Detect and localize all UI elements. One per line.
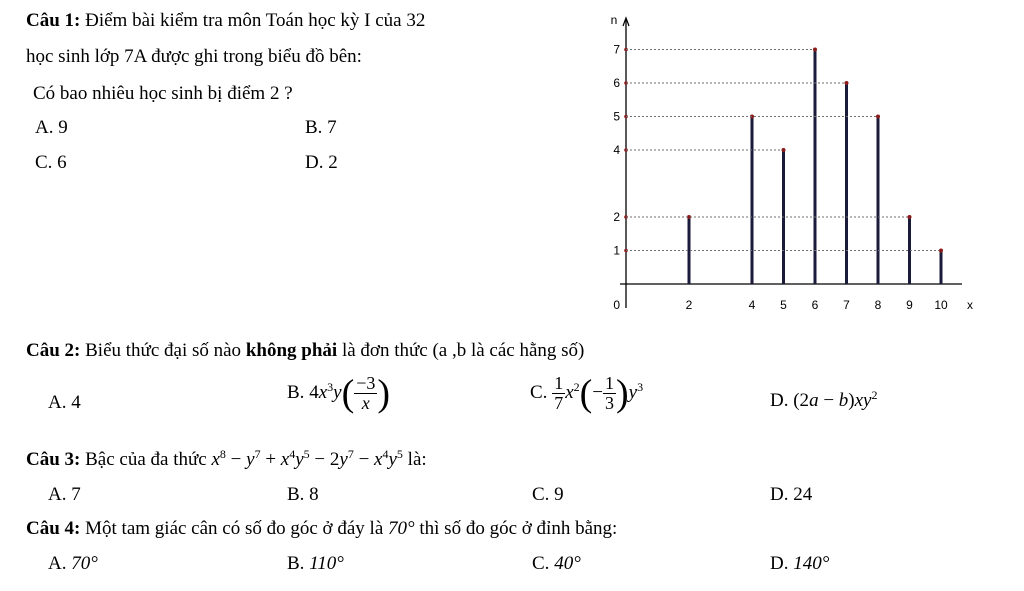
q4-option-b-value: 110° (309, 553, 344, 574)
q2-option-c (530, 374, 643, 413)
q2-text1: Biểu thức đại số nào (80, 340, 246, 361)
q3-option-a: A. 7 (48, 484, 81, 505)
bar-top-dot (908, 215, 912, 219)
x-tick-label: 4 (748, 298, 756, 312)
x-axis-label: x (967, 298, 973, 312)
q3-option-c: C. 9 (532, 484, 564, 505)
y-tick-label: 5 (613, 109, 620, 124)
frequency-chart (590, 8, 1010, 328)
x-tick-label: 6 (811, 298, 819, 312)
q2-option-d-expr: $(2a - b)xy^2$ (793, 388, 878, 411)
y-axis-label: n (610, 13, 618, 27)
q1-option-b: B. 7 (305, 117, 337, 138)
q1-question: Có bao nhiêu học sinh bị điểm 2 ? (33, 83, 293, 104)
q3-polynomial: $x^8 - y^7 + x^4y^5 - 2y^7 - x^4y^5$ (211, 447, 403, 470)
q2-option-b-expr: $4x^3y$( $\frac{-3}{x}$ ) (309, 372, 391, 415)
bar-top-dot (782, 148, 786, 152)
q3-text: Bậc của đa thức (80, 449, 212, 470)
q2-option-b-prefix: B. (287, 382, 305, 404)
x-tick-label: 10 (934, 298, 948, 312)
q2-option-a: A. 4 (48, 392, 81, 413)
q4-option-a (48, 553, 98, 575)
bar-top-dot (876, 115, 880, 119)
x-tick-label: 8 (874, 298, 882, 312)
y-tick-label: 2 (613, 210, 620, 224)
bar-top-dot (813, 48, 817, 52)
q1-label: Câu 1: (26, 10, 81, 31)
q1-text-line1: Điểm bài kiểm tra môn Toán học kỳ I của 32 (80, 10, 426, 31)
q2-text2: là đơn thức (a ,b là các hằng số) (337, 340, 585, 361)
q4-text1: Một tam giác cân có số đo góc ở đáy là (80, 518, 389, 539)
y-tick-label: 6 (613, 76, 620, 90)
q1-option-c: C. 6 (35, 152, 67, 173)
q4-line (26, 518, 617, 540)
x-tick-label: 2 (685, 298, 693, 312)
q3-line (26, 449, 427, 471)
x-tick-label: 9 (906, 298, 913, 312)
q4-text2: thì số đo góc ở đỉnh bằng: (414, 518, 618, 539)
q2-line (26, 340, 584, 362)
q3-option-b: B. 8 (287, 484, 319, 505)
q2-option-d-prefix: D. (770, 390, 794, 411)
q4-option-d-prefix: D. (770, 553, 794, 574)
q2-option-c-prefix: C. (530, 382, 548, 404)
q4-option-c (532, 553, 581, 575)
q4-option-b (287, 553, 344, 575)
y-tick-label: 7 (613, 42, 620, 57)
q4-option-a-prefix: A. (48, 553, 72, 574)
q2-option-c-expr: $\frac{1}{7}$ $x^2(-$ $\frac{1}{3}$ )$y^3$ (554, 372, 644, 415)
y-tick-label: 1 (613, 243, 620, 258)
q2-option-d (770, 390, 877, 412)
q4-option-b-prefix: B. (287, 553, 310, 574)
q4-label: Câu 4: (26, 518, 81, 539)
q1-option-a: A. 9 (35, 117, 68, 138)
q2-option-b (287, 374, 390, 413)
q2-bold-text: không phải (245, 340, 338, 361)
q4-option-d-value: 140° (793, 553, 830, 574)
x-tick-label: 7 (843, 298, 850, 312)
bar-top-dot (939, 249, 943, 253)
bar-top-dot (845, 81, 849, 85)
q1-line2: học sinh lớp 7A được ghi trong biểu đồ bên: (26, 46, 362, 67)
q1-option-d: D. 2 (305, 152, 338, 173)
q2-label: Câu 2: (26, 340, 81, 361)
q3-suffix: là: (402, 449, 427, 470)
q4-option-a-value: 70° (71, 553, 98, 574)
q3-option-d: D. 24 (770, 484, 813, 505)
y-tick-label: 4 (613, 143, 620, 157)
q4-option-d (770, 553, 829, 575)
q4-option-c-prefix: C. (532, 553, 555, 574)
q4-angle: 70° (388, 518, 415, 539)
q1-line1 (26, 10, 425, 32)
q4-option-c-value: 40° (554, 553, 581, 574)
q3-label: Câu 3: (26, 449, 81, 470)
x-tick-label-0: 0 (613, 298, 620, 312)
x-tick-label: 5 (780, 298, 787, 312)
